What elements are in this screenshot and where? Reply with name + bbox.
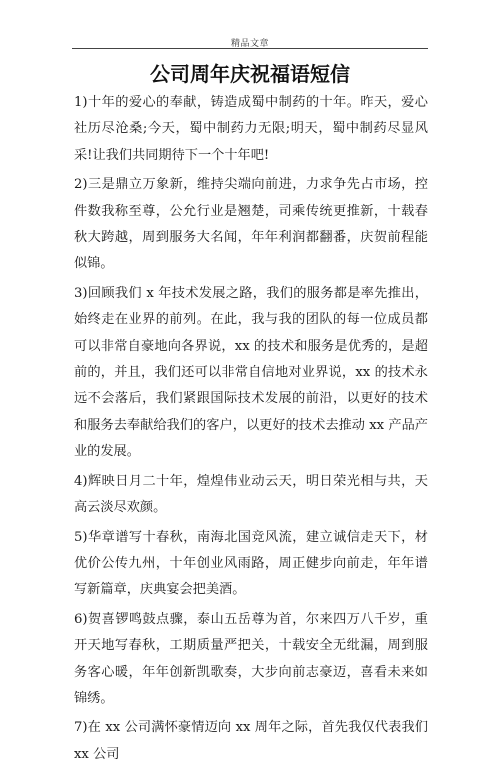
header-divider — [72, 48, 428, 49]
document-body — [74, 90, 428, 771]
paragraph-5: 5)华章谱写十春秋，南海北国竞风流，建立诚信走天下，材优价公传九州，十年创业风雨路，周正健步向前走，年年谱写新篇章，庆典宴会把美酒。 — [74, 529, 428, 598]
paragraph-2: 2)三是鼎立万象新，维持尖端向前进，力求争先占市场，控件数我称至尊，公允行业是翘楚，司乘传统更推新，十载春秋大跨越，周到服务大名闻，年年利润都翻番，庆贺前程能似锦。 — [74, 177, 428, 272]
paragraph-1: 1)十年的爱心的奉献，铸造成蜀中制药的十年。昨天，爱心社历尽沧桑;今天，蜀中制药力无限;明天，蜀中制药尽显风采!让我们共同期待下一个十年吧! — [74, 95, 428, 163]
page-header: 精品文章 — [230, 39, 269, 49]
paragraph-4: 4)辉映日月二十年，煌煌伟业动云天，明日荣光相与共，天高云淡尽欢颜。 — [74, 473, 428, 516]
document-title: 公司周年庆祝福语短信 — [150, 62, 350, 86]
paragraph-7: 7)在 xx 公司满怀豪情迈向 xx 周年之际，首先我仅代表我们 xx 公司 — [74, 720, 428, 762]
paragraph-6: 6)贺喜锣鸣鼓点骤，泰山五岳尊为首，尔来四万八千岁，重开天地写春秋，工期质量严把关，十载安全无纰漏，周到服务客心暖，年年创新凯歌奏，大步向前志豪迈，喜看未来如锦绣。 — [74, 611, 428, 706]
paragraph-3: 3)回顾我们 x 年技术发展之路，我们的服务都是率先推出，始终走在业界的前列。在此，我与我的团队的每一位成员都可以非常自豪地向各界说，xx 的技术和服务是优秀的，是超前的，并且，我们还可以非常自信地对业界说，xx 的技术永远不会落后，我们紧跟国际技术发展的前沿，以更好的技术和服务去奉献给我们的客户，以更好的技术去推动 xx 产品产业的发展。 — [74, 285, 428, 460]
